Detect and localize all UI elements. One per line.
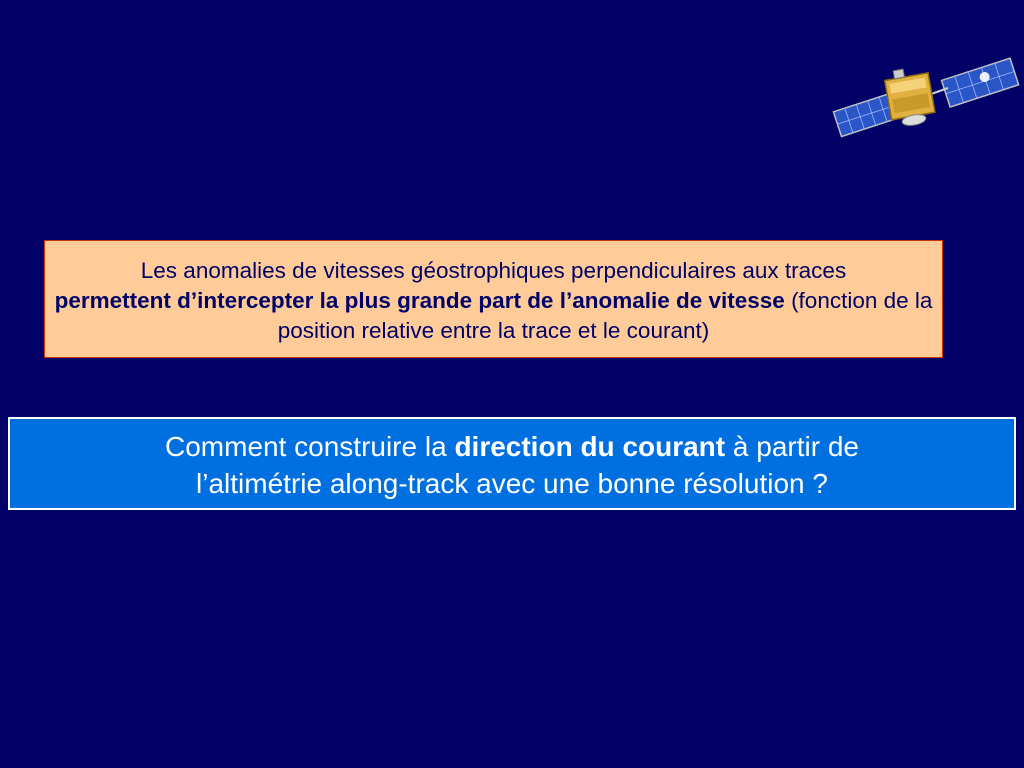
question-post: à partir de [725,431,859,462]
satellite-icon [832,52,1022,142]
question-pre: Comment construire la [165,431,455,462]
info-line1: Les anomalies de vitesses géostrophiques perpendiculaires aux traces [140,258,847,283]
info-tail-text: (fonction de la position relative entre la trace et le courant) [277,288,933,343]
info-bold-text: permettent d’intercepter la plus grande part de l’anomalie de vitesse [54,288,785,313]
question-line2: l’altimétrie along-track avec une bonne résolution ? [196,468,828,499]
question-box [8,417,1016,510]
question-bold: direction du courant [454,431,726,462]
info-box [44,240,943,358]
